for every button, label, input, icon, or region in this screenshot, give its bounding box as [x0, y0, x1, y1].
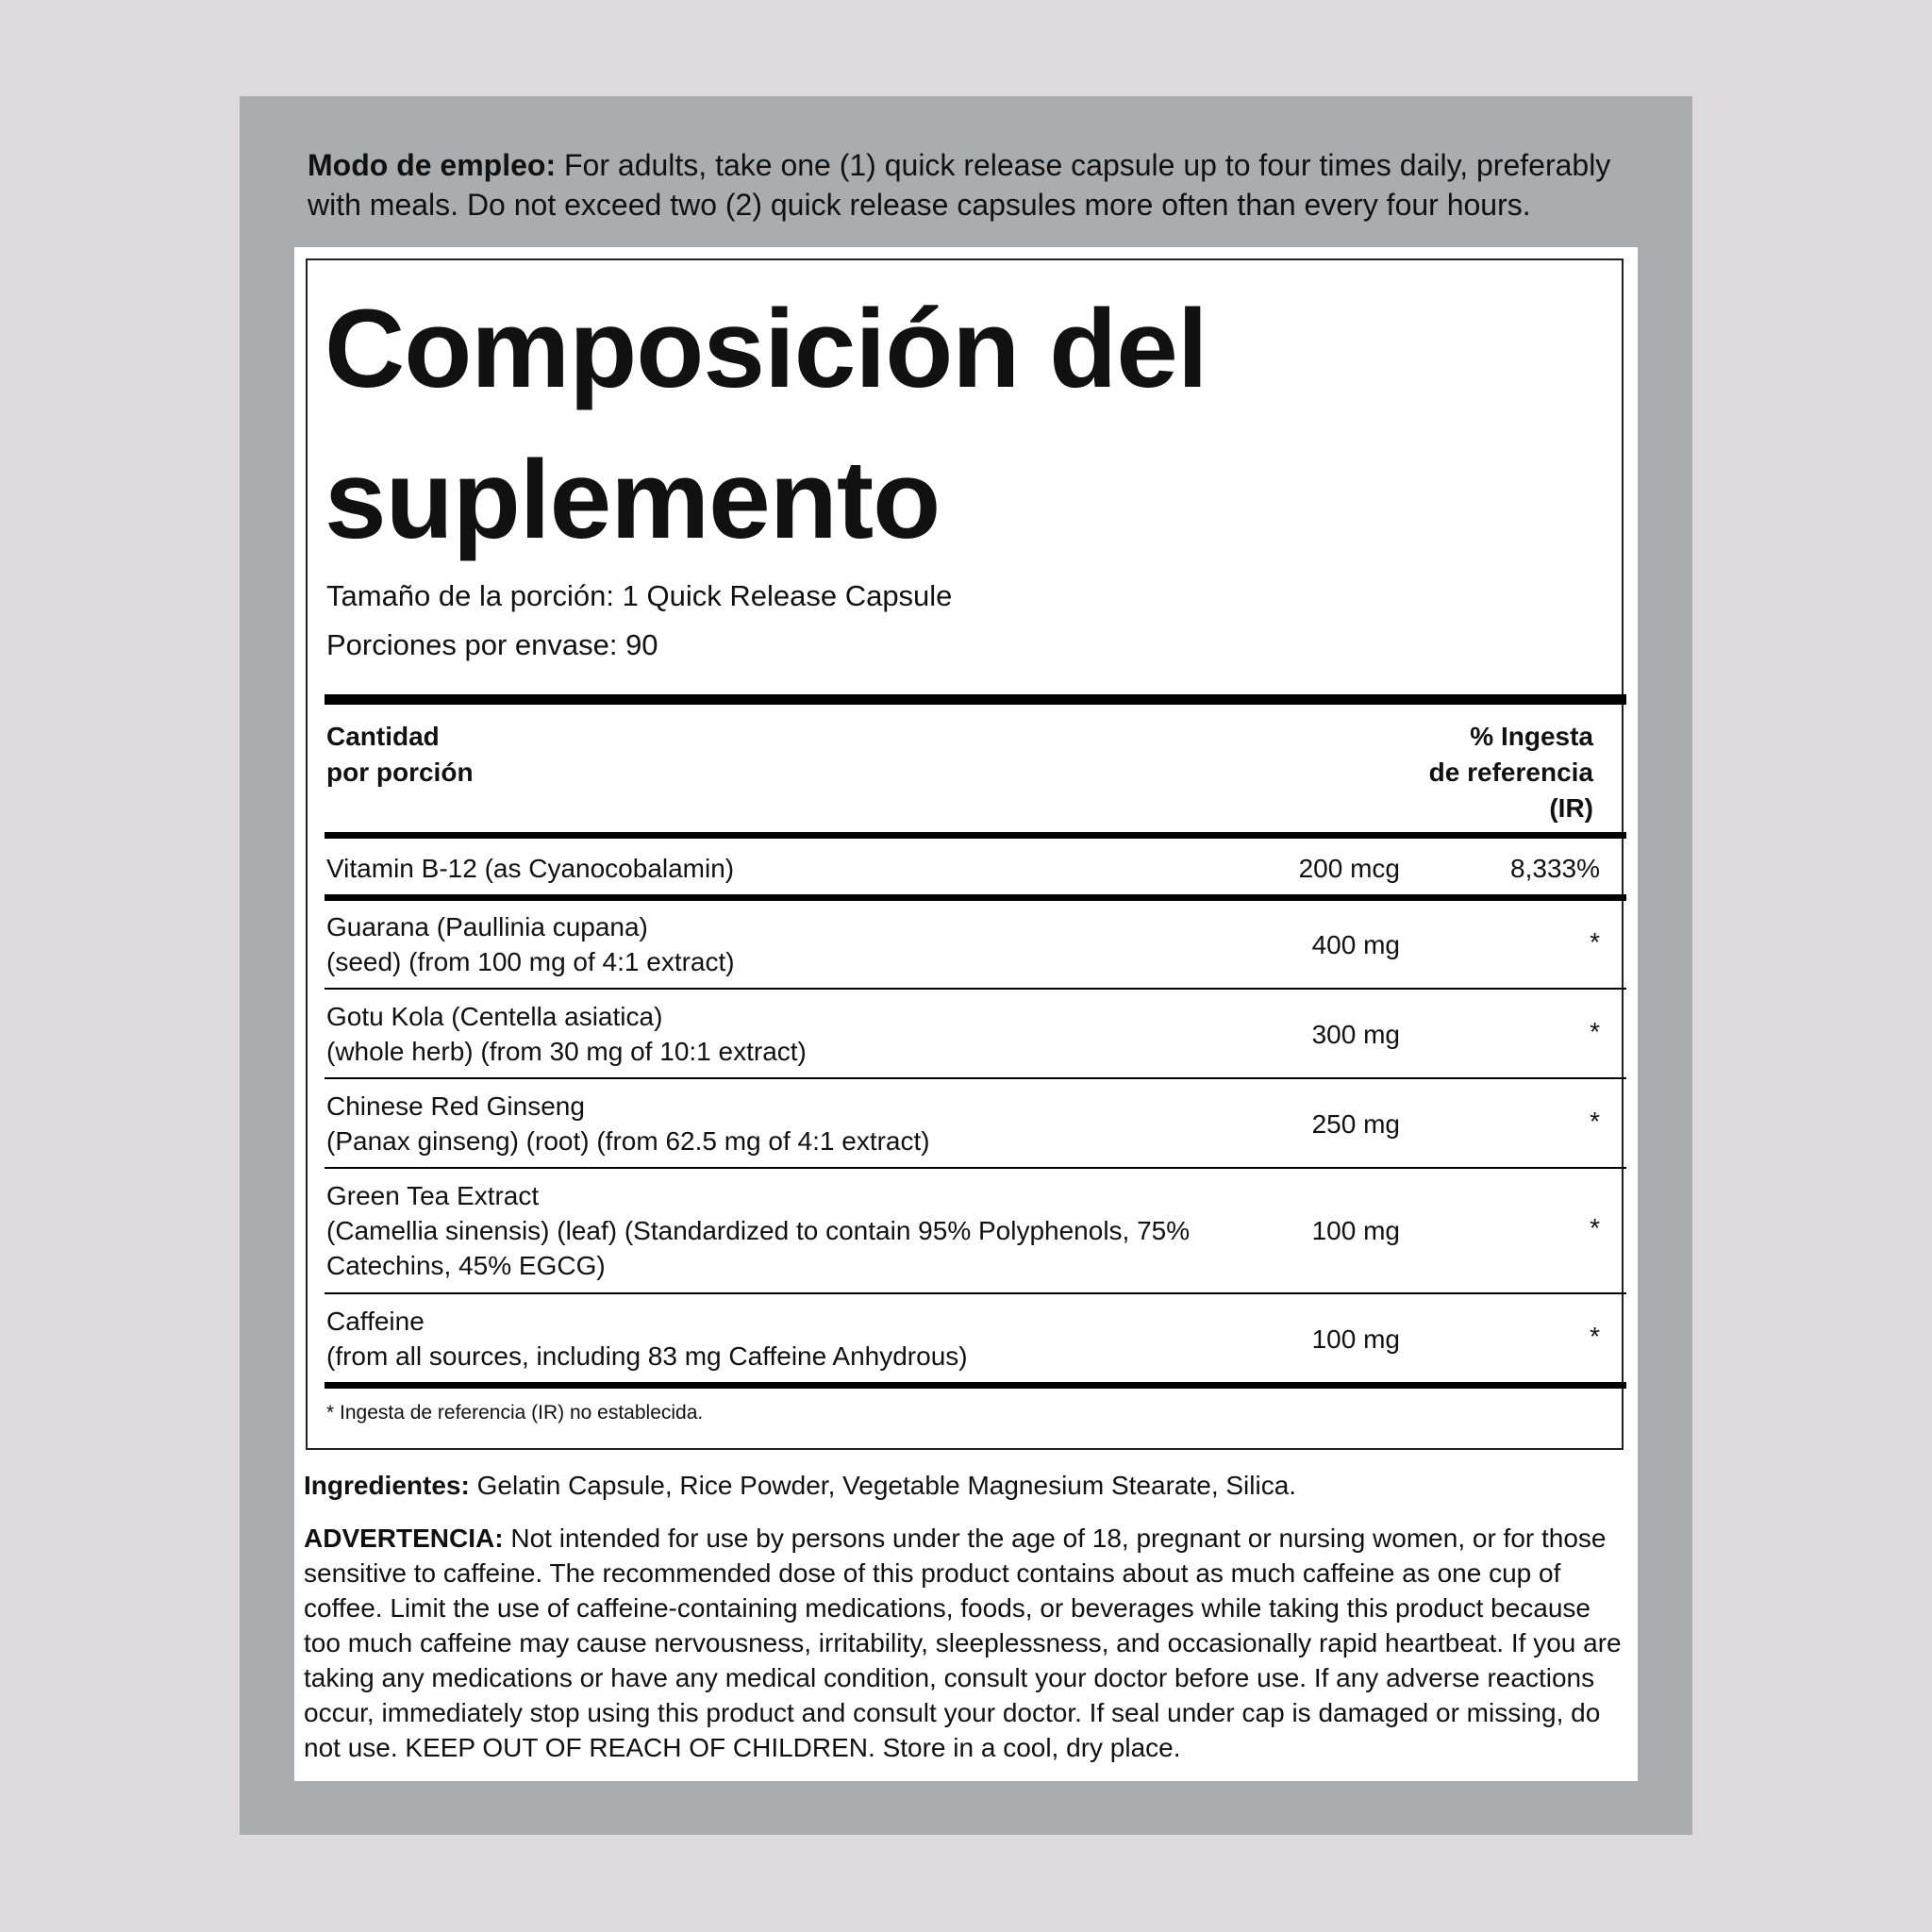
servings-per-container: Porciones por envase: 90: [326, 628, 658, 661]
divider-thick-top: [325, 694, 1626, 705]
nutrient-amount: 200 mcg: [1298, 854, 1400, 883]
divider-row: [325, 988, 1626, 990]
nutrient-name: Green Tea Extract (Camellia sinensis) (leaf) (Standardized to contain 95% Polyphenols, 75% Catechins, 45% EGCG): [326, 1181, 1191, 1280]
nutrient-percent: *: [1590, 1213, 1600, 1242]
nutrient-name: Vitamin B-12 (as Cyanocobalamin): [326, 854, 735, 883]
nutrient-amount: 400 mg: [1311, 930, 1400, 959]
nutrient-amount: 300 mg: [1311, 1020, 1400, 1049]
nutrient-amount: 100 mg: [1311, 1324, 1400, 1354]
warning-text: [304, 1521, 1634, 1765]
directions-label: Modo de empleo:: [308, 148, 557, 182]
nutrient-percent: *: [1590, 927, 1600, 957]
ingredients-body: Gelatin Capsule, Rice Powder, Vegetable Magnesium Stearate, Silica.: [469, 1471, 1297, 1500]
header-amount-per-serving: Cantidad por porción: [326, 722, 474, 787]
warning-label: ADVERTENCIA:: [304, 1524, 504, 1553]
divider-bottom: [325, 1382, 1626, 1389]
ingredients-label: Ingredientes:: [304, 1471, 470, 1500]
divider-row: [325, 894, 1626, 901]
nutrient-percent: *: [1590, 1017, 1600, 1046]
warning-body: Not intended for use by persons under the age of 18, pregnant or nursing women, or for those sensitive to caffeine. The recommended dose of this product contains about as much caffeine as one cup of coffee. Limit the use of caffeine-containing medications, foods, or beverages while taking this product because too much caffeine may cause nervousness, irritability, sleeplessness, and occasionally rapid heartbeat. If you are taking any medications or have any medical condition, consult your doctor before use. If any adverse reactions occur, immediately stop using this product and consult your doctor. If seal under cap is damaged or missing, do not use. KEEP OUT OF REACH OF CHILDREN. Store in a cool, dry place.: [304, 1524, 1622, 1762]
ingredients-text: [304, 1468, 1634, 1503]
serving-size: Tamaño de la porción: 1 Quick Release Capsule: [326, 579, 953, 612]
divider-row: [325, 1292, 1626, 1294]
nutrient-percent: 8,333%: [1510, 854, 1600, 883]
directions-body: For adults, take one (1) quick release capsule up to four times daily, preferably with meals. Do not exceed two (2) quick release capsules more often than every four hours.: [308, 148, 1611, 222]
supplement-facts-box: [306, 258, 1624, 1450]
divider-header: [325, 832, 1626, 839]
header-reference-intake: % Ingesta de referencia (IR): [1428, 722, 1593, 823]
label-panel: [240, 96, 1692, 1835]
divider-row: [325, 1167, 1626, 1169]
nutrient-percent: *: [1590, 1322, 1600, 1351]
nutrient-name: Chinese Red Ginseng (Panax ginseng) (root) (from 62.5 mg of 4:1 extract): [326, 1091, 930, 1156]
nutrient-percent: *: [1590, 1107, 1600, 1136]
nutrient-name: Gotu Kola (Centella asiatica) (whole herb) (from 30 mg of 10:1 extract): [326, 1002, 807, 1066]
facts-title: Composición del suplemento: [325, 287, 1208, 562]
nutrient-name: Caffeine (from all sources, including 83 mg Caffeine Anhydrous): [326, 1307, 968, 1371]
nutrient-amount: 250 mg: [1311, 1109, 1400, 1139]
nutrient-name: Guarana (Paullinia cupana) (seed) (from 100 mg of 4:1 extract): [326, 912, 735, 976]
footnote: * Ingesta de referencia (IR) no establecida.: [326, 1402, 704, 1424]
directions-text: [308, 145, 1628, 225]
label-white-area: [294, 247, 1638, 1781]
nutrient-amount: 100 mg: [1311, 1216, 1400, 1245]
divider-row: [325, 1077, 1626, 1079]
